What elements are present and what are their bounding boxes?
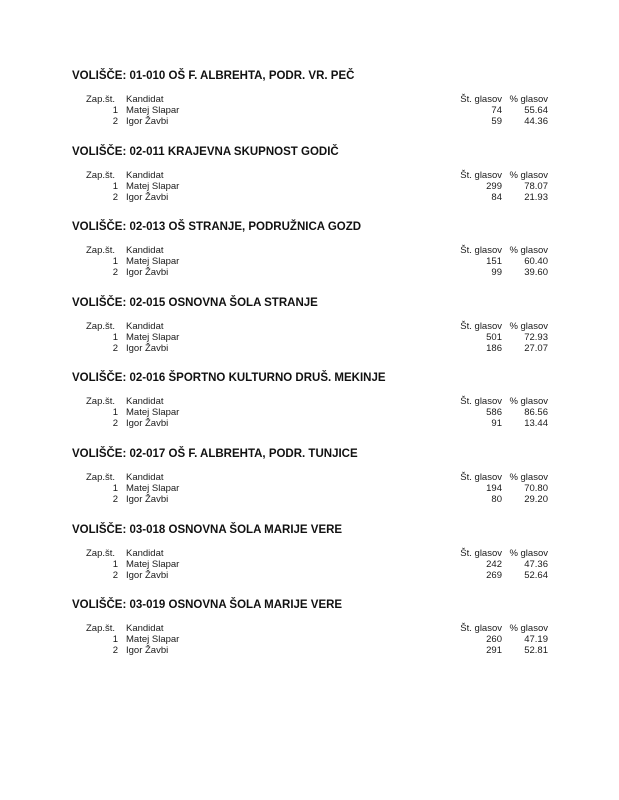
candidate-column-header: Kandidat [126, 169, 164, 181]
candidate-column-header: Kandidat [126, 245, 164, 257]
index-column-header: Zap.št. [86, 547, 116, 559]
index-column-header: Zap.št. [86, 245, 116, 257]
polling-station-title: VOLIŠČE: 01-010 OŠ F. ALBREHTA, PODR. VR. PEČ [72, 70, 355, 82]
votes-column-header: Št. glasov [460, 547, 502, 559]
polling-station-section [0, 523, 619, 599]
candidate-result-row [0, 634, 619, 645]
candidate-index: 1 [112, 407, 118, 419]
candidate-index: 2 [112, 569, 118, 581]
candidate-index: 1 [112, 483, 118, 494]
polling-station-title: VOLIŠČE: 02-017 OŠ F. ALBREHTA, PODR. TUNJICE [72, 448, 358, 460]
vote-count: 269 [486, 569, 502, 581]
vote-count: 260 [486, 634, 502, 646]
percent-column-header: % glasov [509, 94, 548, 105]
results-header-row [0, 245, 619, 256]
vote-percent: 29.20 [524, 494, 548, 505]
results-header-row [0, 170, 619, 181]
candidate-index: 2 [112, 494, 118, 505]
candidate-index: 1 [112, 180, 118, 192]
vote-percent: 72.93 [524, 331, 548, 343]
polling-station-title: VOLIŠČE: 02-013 OŠ STRANJE, PODRUŽNICA GOZD [72, 221, 362, 234]
vote-count: 99 [491, 267, 502, 279]
candidate-index: 2 [112, 342, 118, 354]
candidate-result-row [0, 418, 619, 429]
candidate-name: Matej Slapar [126, 180, 180, 192]
results-header-row [0, 623, 619, 634]
votes-column-header: Št. glasov [460, 623, 502, 635]
candidate-index: 1 [112, 634, 118, 646]
polling-station-title: VOLIŠČE: 02-016 ŠPORTNO KULTURNO DRUŠ. MEKINJE [72, 372, 386, 385]
vote-percent: 86.56 [524, 407, 548, 419]
percent-column-header: % glasov [509, 623, 548, 635]
candidate-result-row [0, 256, 619, 267]
candidate-name: Igor Žavbi [126, 267, 169, 279]
candidate-name: Matej Slapar [126, 634, 180, 646]
polling-station-section [0, 220, 619, 296]
votes-column-header: Št. glasov [460, 472, 502, 483]
candidate-name: Matej Slapar [126, 105, 180, 116]
index-column-header: Zap.št. [86, 320, 116, 332]
candidate-result-row [0, 343, 619, 354]
candidate-result-row [0, 105, 619, 116]
candidate-result-row [0, 570, 619, 581]
index-column-header: Zap.št. [86, 623, 116, 635]
results-header-row [0, 548, 619, 559]
votes-column-header: Št. glasov [460, 396, 502, 408]
vote-count: 91 [491, 418, 502, 430]
polling-station-section [0, 598, 619, 674]
candidate-result-row [0, 559, 619, 570]
candidate-name: Igor Žavbi [126, 645, 169, 657]
vote-count: 59 [491, 116, 502, 127]
vote-percent: 55.64 [524, 105, 548, 116]
votes-column-header: Št. glasov [460, 320, 502, 332]
vote-count: 80 [491, 494, 502, 505]
vote-percent: 47.19 [524, 634, 548, 646]
candidate-column-header: Kandidat [126, 623, 164, 635]
percent-column-header: % glasov [509, 472, 548, 483]
percent-column-header: % glasov [509, 547, 548, 559]
vote-percent: 39.60 [524, 267, 548, 279]
polling-station-section [0, 296, 619, 372]
polling-station-section [0, 145, 619, 221]
candidate-column-header: Kandidat [126, 547, 164, 559]
results-header-row [0, 396, 619, 407]
votes-column-header: Št. glasov [460, 94, 502, 105]
polling-station-title: VOLIŠČE: 03-018 OSNOVNA ŠOLA MARIJE VERE [72, 523, 343, 536]
votes-column-header: Št. glasov [460, 245, 502, 257]
candidate-result-row [0, 332, 619, 343]
results-header-row [0, 94, 619, 105]
candidate-name: Matej Slapar [126, 558, 180, 570]
candidate-column-header: Kandidat [126, 472, 164, 483]
candidate-index: 1 [112, 256, 118, 268]
vote-count: 186 [486, 342, 502, 354]
index-column-header: Zap.št. [86, 472, 116, 483]
candidate-result-row [0, 494, 619, 505]
candidate-column-header: Kandidat [126, 320, 164, 332]
vote-count: 299 [486, 180, 502, 192]
candidate-result-row [0, 116, 619, 127]
results-header-row [0, 321, 619, 332]
vote-count: 74 [491, 105, 502, 116]
vote-percent: 13.44 [524, 418, 548, 430]
vote-count: 586 [486, 407, 502, 419]
polling-station-section [0, 371, 619, 447]
percent-column-header: % glasov [509, 396, 548, 408]
polling-station-title: VOLIŠČE: 02-011 KRAJEVNA SKUPNOST GODIČ [72, 145, 339, 158]
vote-count: 291 [486, 645, 502, 657]
candidate-index: 2 [112, 191, 118, 203]
candidate-name: Igor Žavbi [126, 494, 169, 505]
votes-column-header: Št. glasov [460, 169, 502, 181]
polling-station-title: VOLIŠČE: 02-015 OSNOVNA ŠOLA STRANJE [72, 296, 318, 309]
vote-percent: 21.93 [524, 191, 548, 203]
candidate-name: Igor Žavbi [126, 342, 169, 354]
candidate-index: 2 [112, 645, 118, 657]
candidate-index: 1 [112, 331, 118, 343]
candidate-column-header: Kandidat [126, 94, 164, 105]
index-column-header: Zap.št. [86, 396, 116, 408]
vote-percent: 47.36 [524, 558, 548, 570]
candidate-name: Igor Žavbi [126, 191, 169, 203]
percent-column-header: % glasov [509, 320, 548, 332]
candidate-index: 2 [112, 267, 118, 279]
vote-percent: 70.80 [524, 483, 548, 494]
vote-count: 84 [491, 191, 502, 203]
results-header-row [0, 472, 619, 483]
candidate-name: Igor Žavbi [126, 569, 169, 581]
candidate-name: Matej Slapar [126, 256, 180, 268]
index-column-header: Zap.št. [86, 169, 116, 181]
percent-column-header: % glasov [509, 169, 548, 181]
vote-count: 194 [486, 483, 502, 494]
vote-count: 242 [486, 558, 502, 570]
candidate-result-row [0, 407, 619, 418]
candidate-index: 1 [112, 105, 118, 116]
candidate-index: 1 [112, 558, 118, 570]
vote-percent: 60.40 [524, 256, 548, 268]
vote-count: 151 [486, 256, 502, 268]
polling-station-section [0, 69, 619, 145]
vote-percent: 52.64 [524, 569, 548, 581]
candidate-result-row [0, 645, 619, 656]
candidate-index: 2 [112, 418, 118, 430]
candidate-column-header: Kandidat [126, 396, 164, 408]
candidate-name: Matej Slapar [126, 331, 180, 343]
polling-station-section [0, 447, 619, 523]
polling-station-title: VOLIŠČE: 03-019 OSNOVNA ŠOLA MARIJE VERE [72, 599, 343, 612]
candidate-name: Igor Žavbi [126, 116, 169, 127]
vote-percent: 44.36 [524, 116, 548, 127]
vote-count: 501 [486, 331, 502, 343]
candidate-result-row [0, 181, 619, 192]
index-column-header: Zap.št. [86, 94, 116, 105]
candidate-result-row [0, 192, 619, 203]
vote-percent: 78.07 [524, 180, 548, 192]
candidate-result-row [0, 267, 619, 278]
percent-column-header: % glasov [509, 245, 548, 257]
candidate-name: Matej Slapar [126, 407, 180, 419]
vote-percent: 27.07 [524, 342, 548, 354]
candidate-name: Igor Žavbi [126, 418, 169, 430]
vote-percent: 52.81 [524, 645, 548, 657]
candidate-result-row [0, 483, 619, 494]
candidate-name: Matej Slapar [126, 483, 180, 494]
candidate-index: 2 [112, 116, 118, 127]
